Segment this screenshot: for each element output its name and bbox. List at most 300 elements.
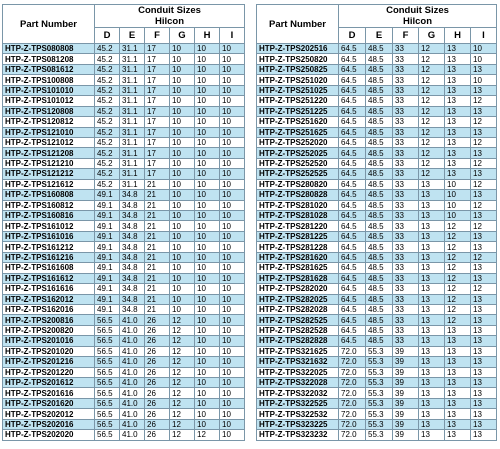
value-cell-i: 12 bbox=[471, 96, 497, 106]
value-cell-h: 12 bbox=[445, 284, 471, 294]
value-cell-h: 13 bbox=[445, 148, 471, 158]
value-cell-d: 56.5 bbox=[95, 430, 120, 440]
value-cell-g: 10 bbox=[170, 263, 195, 273]
value-cell-g: 12 bbox=[170, 388, 195, 398]
value-cell-f: 33 bbox=[393, 242, 419, 252]
table-row bbox=[257, 252, 497, 262]
value-cell-g: 12 bbox=[419, 75, 445, 85]
value-cell-e: 31.1 bbox=[120, 54, 145, 64]
value-cell-f: 17 bbox=[145, 106, 170, 116]
value-cell-h: 10 bbox=[195, 263, 220, 273]
value-cell-h: 13 bbox=[445, 127, 471, 137]
value-cell-d: 64.5 bbox=[339, 117, 366, 127]
value-cell-e: 48.5 bbox=[366, 44, 393, 54]
value-cell-f: 21 bbox=[145, 221, 170, 231]
value-cell-g: 13 bbox=[419, 419, 445, 429]
table-row bbox=[3, 85, 245, 95]
table-row bbox=[257, 179, 497, 189]
value-cell-e: 41.0 bbox=[120, 367, 145, 377]
value-cell-d: 49.1 bbox=[95, 252, 120, 262]
value-cell-e: 34.8 bbox=[120, 231, 145, 241]
value-cell-g: 13 bbox=[419, 179, 445, 189]
value-cell-i: 13 bbox=[471, 263, 497, 273]
value-cell-h: 13 bbox=[445, 137, 471, 147]
value-cell-i: 10 bbox=[220, 148, 245, 158]
value-cell-i: 10 bbox=[220, 304, 245, 314]
value-cell-e: 34.8 bbox=[120, 263, 145, 273]
value-cell-g: 12 bbox=[170, 336, 195, 346]
value-cell-h: 10 bbox=[195, 252, 220, 262]
value-cell-d: 45.2 bbox=[95, 169, 120, 179]
value-cell-h: 10 bbox=[195, 96, 220, 106]
value-cell-d: 56.5 bbox=[95, 378, 120, 388]
value-cell-d: 64.5 bbox=[339, 179, 366, 189]
value-cell-g: 10 bbox=[170, 200, 195, 210]
value-cell-d: 64.5 bbox=[339, 106, 366, 116]
value-cell-f: 26 bbox=[145, 398, 170, 408]
part-number-cell: HTP-Z-TPS081208 bbox=[3, 54, 95, 64]
part-number-cell: HTP-Z-TPS323225 bbox=[257, 419, 339, 429]
value-cell-d: 49.1 bbox=[95, 284, 120, 294]
table-row bbox=[257, 190, 497, 200]
value-cell-h: 13 bbox=[445, 325, 471, 335]
part-number-cell: HTP-Z-TPS281625 bbox=[257, 263, 339, 273]
part-number-cell: HTP-Z-TPS250820 bbox=[257, 54, 339, 64]
value-cell-i: 10 bbox=[220, 64, 245, 74]
value-cell-f: 33 bbox=[393, 231, 419, 241]
value-cell-h: 12 bbox=[445, 294, 471, 304]
value-cell-e: 31.1 bbox=[120, 148, 145, 158]
value-cell-e: 48.5 bbox=[366, 325, 393, 335]
value-cell-f: 21 bbox=[145, 200, 170, 210]
table-row bbox=[257, 75, 497, 85]
part-number-cell: HTP-Z-TPS282525 bbox=[257, 315, 339, 325]
value-cell-e: 34.8 bbox=[120, 252, 145, 262]
value-cell-e: 55.3 bbox=[366, 388, 393, 398]
part-number-cell: HTP-Z-TPS080808 bbox=[3, 44, 95, 54]
value-cell-e: 48.5 bbox=[366, 190, 393, 200]
value-cell-h: 10 bbox=[195, 346, 220, 356]
part-number-cell: HTP-Z-TPS282025 bbox=[257, 294, 339, 304]
value-cell-e: 48.5 bbox=[366, 200, 393, 210]
column-header-e: E bbox=[120, 28, 145, 44]
part-number-cell: HTP-Z-TPS282028 bbox=[257, 304, 339, 314]
value-cell-h: 13 bbox=[445, 430, 471, 440]
value-cell-h: 13 bbox=[445, 75, 471, 85]
value-cell-f: 26 bbox=[145, 419, 170, 429]
value-cell-e: 48.5 bbox=[366, 137, 393, 147]
part-number-cell: HTP-Z-TPS201016 bbox=[3, 336, 95, 346]
value-cell-g: 10 bbox=[170, 242, 195, 252]
value-cell-f: 33 bbox=[393, 158, 419, 168]
value-cell-e: 48.5 bbox=[366, 242, 393, 252]
value-cell-i: 13 bbox=[471, 367, 497, 377]
table-row bbox=[3, 252, 245, 262]
value-cell-f: 21 bbox=[145, 211, 170, 221]
value-cell-e: 55.3 bbox=[366, 409, 393, 419]
value-cell-h: 12 bbox=[445, 231, 471, 241]
value-cell-i: 10 bbox=[220, 44, 245, 54]
value-cell-h: 12 bbox=[445, 242, 471, 252]
value-cell-i: 10 bbox=[471, 75, 497, 85]
value-cell-d: 56.5 bbox=[95, 419, 120, 429]
table-row bbox=[257, 137, 497, 147]
value-cell-i: 10 bbox=[220, 315, 245, 325]
table-row bbox=[3, 378, 245, 388]
table-row bbox=[257, 336, 497, 346]
value-cell-f: 33 bbox=[393, 200, 419, 210]
value-cell-h: 10 bbox=[195, 242, 220, 252]
value-cell-d: 64.5 bbox=[339, 242, 366, 252]
part-number-cell: HTP-Z-TPS201612 bbox=[3, 378, 95, 388]
value-cell-h: 13 bbox=[445, 158, 471, 168]
value-cell-h: 12 bbox=[445, 221, 471, 231]
table-row bbox=[257, 106, 497, 116]
value-cell-h: 13 bbox=[445, 85, 471, 95]
value-cell-g: 10 bbox=[170, 44, 195, 54]
value-cell-d: 64.5 bbox=[339, 96, 366, 106]
table-row bbox=[3, 64, 245, 74]
value-cell-i: 13 bbox=[471, 336, 497, 346]
value-cell-f: 21 bbox=[145, 294, 170, 304]
value-cell-g: 10 bbox=[170, 273, 195, 283]
value-cell-f: 33 bbox=[393, 148, 419, 158]
table-row bbox=[3, 137, 245, 147]
value-cell-e: 48.5 bbox=[366, 263, 393, 273]
part-number-cell: HTP-Z-TPS280828 bbox=[257, 190, 339, 200]
part-number-cell: HTP-Z-TPS202016 bbox=[3, 419, 95, 429]
value-cell-f: 17 bbox=[145, 127, 170, 137]
value-cell-f: 33 bbox=[393, 284, 419, 294]
value-cell-g: 10 bbox=[170, 169, 195, 179]
part-number-cell: HTP-Z-TPS280820 bbox=[257, 179, 339, 189]
value-cell-e: 48.5 bbox=[366, 304, 393, 314]
value-cell-i: 10 bbox=[220, 221, 245, 231]
value-cell-d: 72.0 bbox=[339, 430, 366, 440]
value-cell-h: 10 bbox=[195, 357, 220, 367]
value-cell-i: 13 bbox=[471, 325, 497, 335]
value-cell-i: 13 bbox=[471, 127, 497, 137]
column-header-h: H bbox=[445, 28, 471, 44]
value-cell-g: 10 bbox=[170, 64, 195, 74]
value-cell-i: 10 bbox=[220, 273, 245, 283]
table-row bbox=[257, 284, 497, 294]
value-cell-i: 13 bbox=[471, 169, 497, 179]
table-row bbox=[257, 367, 497, 377]
table-row bbox=[257, 346, 497, 356]
value-cell-e: 55.3 bbox=[366, 430, 393, 440]
table-row bbox=[257, 409, 497, 419]
value-cell-d: 45.2 bbox=[95, 54, 120, 64]
value-cell-g: 10 bbox=[170, 137, 195, 147]
part-number-cell: HTP-Z-TPS162012 bbox=[3, 294, 95, 304]
value-cell-f: 17 bbox=[145, 148, 170, 158]
value-cell-h: 10 bbox=[195, 378, 220, 388]
value-cell-e: 31.1 bbox=[120, 106, 145, 116]
value-cell-g: 13 bbox=[419, 398, 445, 408]
part-number-cell: HTP-Z-TPS202020 bbox=[3, 430, 95, 440]
table-row bbox=[257, 44, 497, 54]
value-cell-d: 72.0 bbox=[339, 367, 366, 377]
value-cell-h: 13 bbox=[445, 367, 471, 377]
value-cell-e: 48.5 bbox=[366, 127, 393, 137]
value-cell-f: 26 bbox=[145, 378, 170, 388]
value-cell-h: 10 bbox=[195, 64, 220, 74]
table-row bbox=[3, 388, 245, 398]
right-table bbox=[256, 4, 497, 441]
part-number-cell: HTP-Z-TPS121212 bbox=[3, 169, 95, 179]
part-number-cell: HTP-Z-TPS121012 bbox=[3, 137, 95, 147]
value-cell-i: 10 bbox=[220, 252, 245, 262]
part-number-cell: HTP-Z-TPS121208 bbox=[3, 148, 95, 158]
value-cell-g: 13 bbox=[419, 284, 445, 294]
value-cell-f: 17 bbox=[145, 137, 170, 147]
part-number-cell: HTP-Z-TPS201216 bbox=[3, 357, 95, 367]
value-cell-i: 10 bbox=[220, 137, 245, 147]
value-cell-f: 33 bbox=[393, 54, 419, 64]
value-cell-e: 41.0 bbox=[120, 346, 145, 356]
value-cell-g: 13 bbox=[419, 294, 445, 304]
value-cell-g: 13 bbox=[419, 190, 445, 200]
part-number-cell: HTP-Z-TPS160808 bbox=[3, 190, 95, 200]
value-cell-d: 64.5 bbox=[339, 221, 366, 231]
value-cell-e: 34.8 bbox=[120, 294, 145, 304]
value-cell-f: 21 bbox=[145, 242, 170, 252]
value-cell-i: 10 bbox=[220, 231, 245, 241]
value-cell-g: 10 bbox=[170, 75, 195, 85]
conduit-sizes-header bbox=[95, 5, 245, 28]
value-cell-d: 64.5 bbox=[339, 158, 366, 168]
part-number-cell: HTP-Z-TPS322032 bbox=[257, 388, 339, 398]
table-row bbox=[257, 231, 497, 241]
value-cell-i: 13 bbox=[471, 409, 497, 419]
table-row bbox=[3, 127, 245, 137]
value-cell-h: 10 bbox=[195, 211, 220, 221]
value-cell-d: 64.5 bbox=[339, 190, 366, 200]
part-number-cell: HTP-Z-TPS201616 bbox=[3, 388, 95, 398]
value-cell-d: 56.5 bbox=[95, 336, 120, 346]
value-cell-d: 49.1 bbox=[95, 242, 120, 252]
value-cell-e: 34.8 bbox=[120, 284, 145, 294]
column-header-d: D bbox=[95, 28, 120, 44]
column-header-f: F bbox=[145, 28, 170, 44]
value-cell-e: 48.5 bbox=[366, 221, 393, 231]
part-number-cell: HTP-Z-TPS201220 bbox=[3, 367, 95, 377]
value-cell-h: 10 bbox=[195, 315, 220, 325]
value-cell-g: 12 bbox=[170, 367, 195, 377]
part-number-cell: HTP-Z-TPS120808 bbox=[3, 106, 95, 116]
value-cell-f: 39 bbox=[393, 398, 419, 408]
part-number-cell: HTP-Z-TPS281020 bbox=[257, 200, 339, 210]
value-cell-g: 13 bbox=[419, 409, 445, 419]
value-cell-f: 26 bbox=[145, 336, 170, 346]
part-number-header: Part Number bbox=[257, 5, 339, 44]
value-cell-h: 13 bbox=[445, 106, 471, 116]
value-cell-h: 10 bbox=[195, 117, 220, 127]
part-number-cell: HTP-Z-TPS161612 bbox=[3, 273, 95, 283]
value-cell-f: 33 bbox=[393, 325, 419, 335]
value-cell-g: 10 bbox=[170, 284, 195, 294]
value-cell-g: 13 bbox=[419, 367, 445, 377]
value-cell-d: 49.1 bbox=[95, 304, 120, 314]
value-cell-g: 13 bbox=[419, 430, 445, 440]
value-cell-i: 10 bbox=[220, 294, 245, 304]
value-cell-d: 64.5 bbox=[339, 325, 366, 335]
value-cell-g: 12 bbox=[419, 137, 445, 147]
value-cell-f: 39 bbox=[393, 346, 419, 356]
table-row bbox=[257, 304, 497, 314]
part-number-cell: HTP-Z-TPS252025 bbox=[257, 148, 339, 158]
value-cell-i: 13 bbox=[471, 388, 497, 398]
value-cell-h: 10 bbox=[195, 190, 220, 200]
value-cell-e: 31.1 bbox=[120, 127, 145, 137]
value-cell-d: 72.0 bbox=[339, 409, 366, 419]
part-number-cell: HTP-Z-TPS322025 bbox=[257, 367, 339, 377]
value-cell-g: 10 bbox=[170, 158, 195, 168]
value-cell-g: 12 bbox=[419, 127, 445, 137]
value-cell-f: 33 bbox=[393, 190, 419, 200]
table-row bbox=[257, 388, 497, 398]
value-cell-g: 12 bbox=[419, 96, 445, 106]
table-row bbox=[257, 273, 497, 283]
part-number-header: Part Number bbox=[3, 5, 95, 44]
value-cell-f: 33 bbox=[393, 211, 419, 221]
value-cell-i: 13 bbox=[471, 273, 497, 283]
value-cell-d: 64.5 bbox=[339, 137, 366, 147]
value-cell-f: 26 bbox=[145, 357, 170, 367]
value-cell-f: 17 bbox=[145, 54, 170, 64]
value-cell-d: 56.5 bbox=[95, 315, 120, 325]
value-cell-e: 41.0 bbox=[120, 336, 145, 346]
value-cell-d: 64.5 bbox=[339, 231, 366, 241]
table-row bbox=[3, 211, 245, 221]
value-cell-e: 48.5 bbox=[366, 284, 393, 294]
value-cell-h: 13 bbox=[445, 336, 471, 346]
value-cell-i: 10 bbox=[220, 85, 245, 95]
value-cell-f: 21 bbox=[145, 273, 170, 283]
value-cell-d: 64.5 bbox=[339, 75, 366, 85]
value-cell-e: 48.5 bbox=[366, 85, 393, 95]
table-row bbox=[257, 294, 497, 304]
part-number-cell: HTP-Z-TPS252520 bbox=[257, 158, 339, 168]
part-number-cell: HTP-Z-TPS281628 bbox=[257, 273, 339, 283]
value-cell-e: 41.0 bbox=[120, 419, 145, 429]
value-cell-g: 13 bbox=[419, 221, 445, 231]
value-cell-i: 13 bbox=[471, 346, 497, 356]
value-cell-g: 10 bbox=[170, 179, 195, 189]
value-cell-g: 13 bbox=[419, 211, 445, 221]
table-row bbox=[3, 419, 245, 429]
value-cell-g: 10 bbox=[170, 221, 195, 231]
value-cell-h: 10 bbox=[195, 221, 220, 231]
part-number-cell: HTP-Z-TPS161616 bbox=[3, 284, 95, 294]
table-row bbox=[257, 200, 497, 210]
value-cell-i: 10 bbox=[220, 117, 245, 127]
value-cell-d: 72.0 bbox=[339, 346, 366, 356]
table-row bbox=[257, 263, 497, 273]
value-cell-h: 13 bbox=[445, 398, 471, 408]
table-row bbox=[3, 190, 245, 200]
value-cell-h: 10 bbox=[195, 336, 220, 346]
value-cell-d: 72.0 bbox=[339, 388, 366, 398]
value-cell-e: 55.3 bbox=[366, 398, 393, 408]
value-cell-g: 10 bbox=[170, 96, 195, 106]
table-row bbox=[3, 273, 245, 283]
right-table-body bbox=[257, 44, 497, 441]
value-cell-h: 10 bbox=[195, 419, 220, 429]
part-number-cell: HTP-Z-TPS121612 bbox=[3, 179, 95, 189]
part-number-cell: HTP-Z-TPS251020 bbox=[257, 75, 339, 85]
value-cell-f: 33 bbox=[393, 117, 419, 127]
value-cell-d: 72.0 bbox=[339, 419, 366, 429]
value-cell-d: 45.2 bbox=[95, 44, 120, 54]
table-row bbox=[3, 169, 245, 179]
part-number-cell: HTP-Z-TPS121210 bbox=[3, 158, 95, 168]
value-cell-e: 31.1 bbox=[120, 75, 145, 85]
value-cell-e: 41.0 bbox=[120, 378, 145, 388]
value-cell-h: 10 bbox=[445, 200, 471, 210]
value-cell-d: 49.1 bbox=[95, 273, 120, 283]
table-row bbox=[257, 169, 497, 179]
value-cell-g: 12 bbox=[419, 117, 445, 127]
value-cell-h: 10 bbox=[445, 179, 471, 189]
value-cell-e: 34.8 bbox=[120, 221, 145, 231]
value-cell-i: 13 bbox=[471, 148, 497, 158]
value-cell-g: 12 bbox=[419, 85, 445, 95]
table-row bbox=[257, 419, 497, 429]
table-row bbox=[3, 409, 245, 419]
part-number-cell: HTP-Z-TPS321632 bbox=[257, 357, 339, 367]
value-cell-f: 33 bbox=[393, 273, 419, 283]
value-cell-i: 10 bbox=[220, 346, 245, 356]
value-cell-i: 10 bbox=[220, 96, 245, 106]
value-cell-h: 12 bbox=[195, 430, 220, 440]
value-cell-h: 10 bbox=[195, 179, 220, 189]
value-cell-f: 21 bbox=[145, 252, 170, 262]
value-cell-h: 13 bbox=[445, 346, 471, 356]
table-row bbox=[257, 315, 497, 325]
part-number-cell: HTP-Z-TPS252525 bbox=[257, 169, 339, 179]
value-cell-g: 10 bbox=[170, 211, 195, 221]
value-cell-i: 10 bbox=[220, 179, 245, 189]
value-cell-i: 12 bbox=[471, 117, 497, 127]
value-cell-i: 10 bbox=[220, 54, 245, 64]
value-cell-h: 10 bbox=[195, 158, 220, 168]
value-cell-d: 49.1 bbox=[95, 294, 120, 304]
value-cell-e: 34.8 bbox=[120, 273, 145, 283]
part-number-cell: HTP-Z-TPS081612 bbox=[3, 64, 95, 74]
table-row bbox=[257, 96, 497, 106]
value-cell-e: 48.5 bbox=[366, 54, 393, 64]
value-cell-f: 26 bbox=[145, 346, 170, 356]
value-cell-e: 31.1 bbox=[120, 64, 145, 74]
value-cell-f: 21 bbox=[145, 304, 170, 314]
part-number-cell: HTP-Z-TPS162016 bbox=[3, 304, 95, 314]
value-cell-g: 10 bbox=[170, 304, 195, 314]
value-cell-d: 56.5 bbox=[95, 325, 120, 335]
part-number-cell: HTP-Z-TPS251025 bbox=[257, 85, 339, 95]
value-cell-i: 10 bbox=[220, 398, 245, 408]
value-cell-d: 49.1 bbox=[95, 190, 120, 200]
value-cell-e: 31.1 bbox=[120, 44, 145, 54]
value-cell-h: 10 bbox=[195, 294, 220, 304]
value-cell-e: 34.8 bbox=[120, 190, 145, 200]
value-cell-g: 10 bbox=[170, 117, 195, 127]
table-row bbox=[3, 221, 245, 231]
value-cell-g: 13 bbox=[419, 304, 445, 314]
value-cell-i: 13 bbox=[471, 398, 497, 408]
value-cell-g: 12 bbox=[419, 106, 445, 116]
